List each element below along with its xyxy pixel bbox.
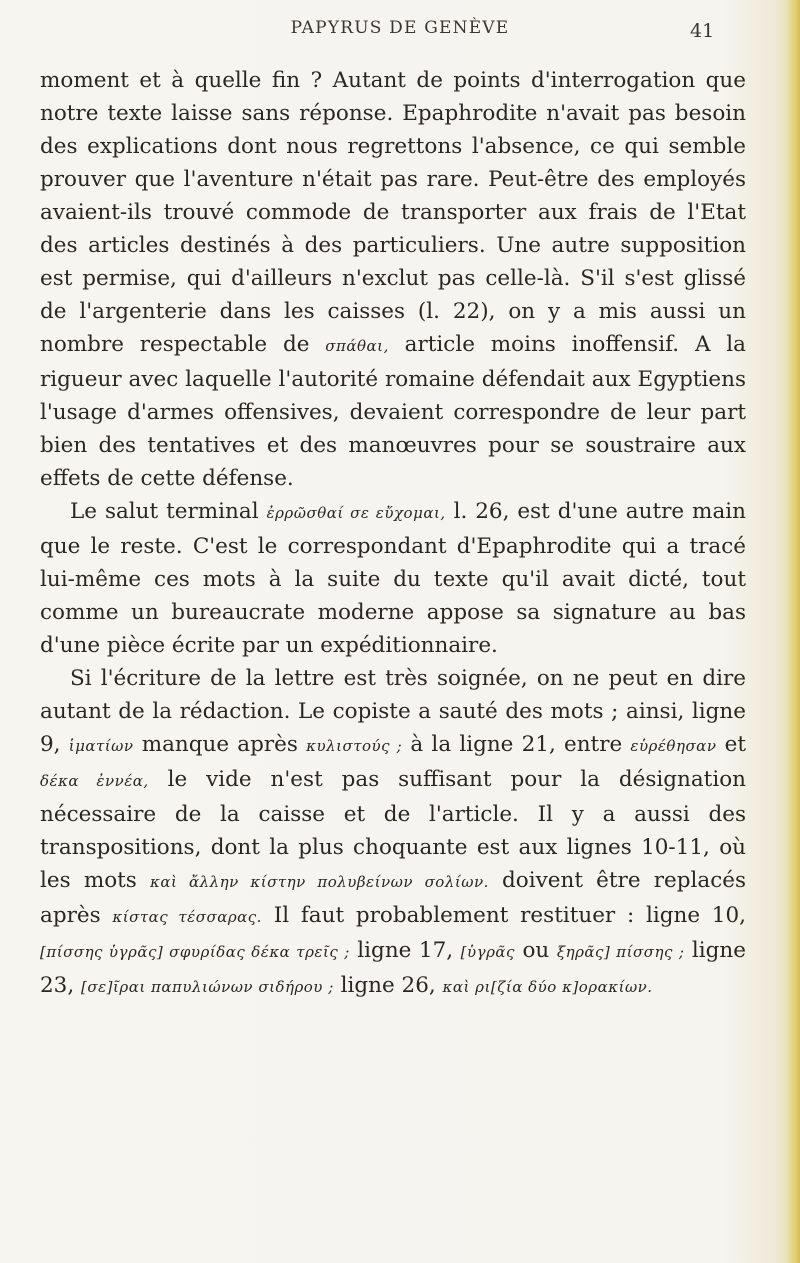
greek-quotation: σπάθαι, bbox=[325, 337, 389, 355]
text-run: Si l'écriture de la lettre est très soignée, on ne peut en dire autant de la rédaction. Le copiste a sauté des mots ; ainsi, ligne 9, bbox=[40, 666, 746, 757]
page-number: 41 bbox=[690, 20, 715, 42]
text-run: moment et à quelle fin ? Autant de points d'interrogation que notre texte laisse sans réponse. Epaphrodite n'avait pas besoin des explications dont nous regrettons l'absence, ce qui semble prouver que l'aventure n'était pas rare. Peut-être des employés avaient-ils trouvé commode de transporter aux frais de l'Etat des articles destinés à des particuliers. Une autre supposition est permise, qui d'ailleurs n'exclut pas celle-là. S'il s'est glissé de l'argenterie dans les caisses (l. 22), on y a mis aussi un nombre respectable de bbox=[40, 68, 746, 357]
paragraph-2 bbox=[40, 495, 746, 662]
text-run: et bbox=[716, 732, 746, 757]
greek-quotation: [ὑγρᾶς bbox=[460, 943, 515, 961]
paragraph-1 bbox=[40, 64, 746, 495]
greek-quotation: δέκα ἐννέα, bbox=[40, 772, 149, 790]
text-run: Le salut terminal bbox=[70, 499, 267, 524]
greek-quotation: καὶ ρι[ζία δύο κ]ορακίων. bbox=[442, 978, 653, 996]
paragraph-3 bbox=[40, 662, 746, 1004]
text-run: l. 26, est d'une autre main que le reste. C'est le correspondant d'Epaphrodite qui a tracé lui-même ces mots à la suite du texte qu'il avait dicté, tout comme un bureaucrate moderne appose sa signature au bas d'une pièce écrite par un expéditionnaire. bbox=[40, 499, 746, 658]
page-edge-discoloration bbox=[786, 0, 800, 1263]
text-run: à la ligne 21, entre bbox=[402, 732, 631, 757]
text-run: Il faut probablement restituer : ligne 10, bbox=[261, 903, 747, 928]
text-run: ou bbox=[514, 938, 557, 963]
greek-quotation: ἱματίων bbox=[68, 737, 134, 755]
greek-quotation: ξηρᾶς] πίσσης ; bbox=[556, 943, 685, 961]
text-run: manque après bbox=[133, 732, 307, 757]
text-run: doivent être replacés après bbox=[40, 868, 746, 928]
greek-quotation: κίστας τέσσαρας. bbox=[112, 908, 262, 926]
text-run: article moins inoffensif. A la rigueur avec laquelle l'autorité romaine défendait aux Egyptiens l'usage d'armes offensives, devaient correspondre de leur part bien des tentatives et des manœuvres pour se soustraire aux effets de cette défense. bbox=[40, 332, 746, 491]
page-header bbox=[0, 18, 800, 58]
greek-quotation: ἐρρῶσθαί σε εὔχομαι, bbox=[266, 504, 446, 522]
greek-quotation: κυλιστούς ; bbox=[306, 737, 403, 755]
greek-quotation: καὶ ἄλλην κίστην πολυβείνων σολίων. bbox=[150, 873, 489, 891]
text-run: ligne 17, bbox=[349, 938, 461, 963]
greek-quotation: εὑρέθησαν bbox=[630, 737, 717, 755]
text-run: le vide n'est pas suffisant pour la désignation nécessaire de la caisse et de l'article. Il y a aussi des transpositions, dont la plus choquante est aux lignes 10-11, où les mots bbox=[40, 767, 746, 893]
running-head: PAPYRUS DE GENÈVE bbox=[290, 18, 510, 38]
text-run: ligne 26, bbox=[333, 973, 443, 998]
text-run: ligne 23, bbox=[40, 938, 746, 998]
greek-quotation: [σε]ῖραι παπυλιώνων σιδήρου ; bbox=[81, 978, 334, 996]
body-text bbox=[40, 64, 746, 1004]
greek-quotation: [πίσσης ὑγρᾶς] σφυρίδας δέκα τρεῖς ; bbox=[40, 943, 350, 961]
